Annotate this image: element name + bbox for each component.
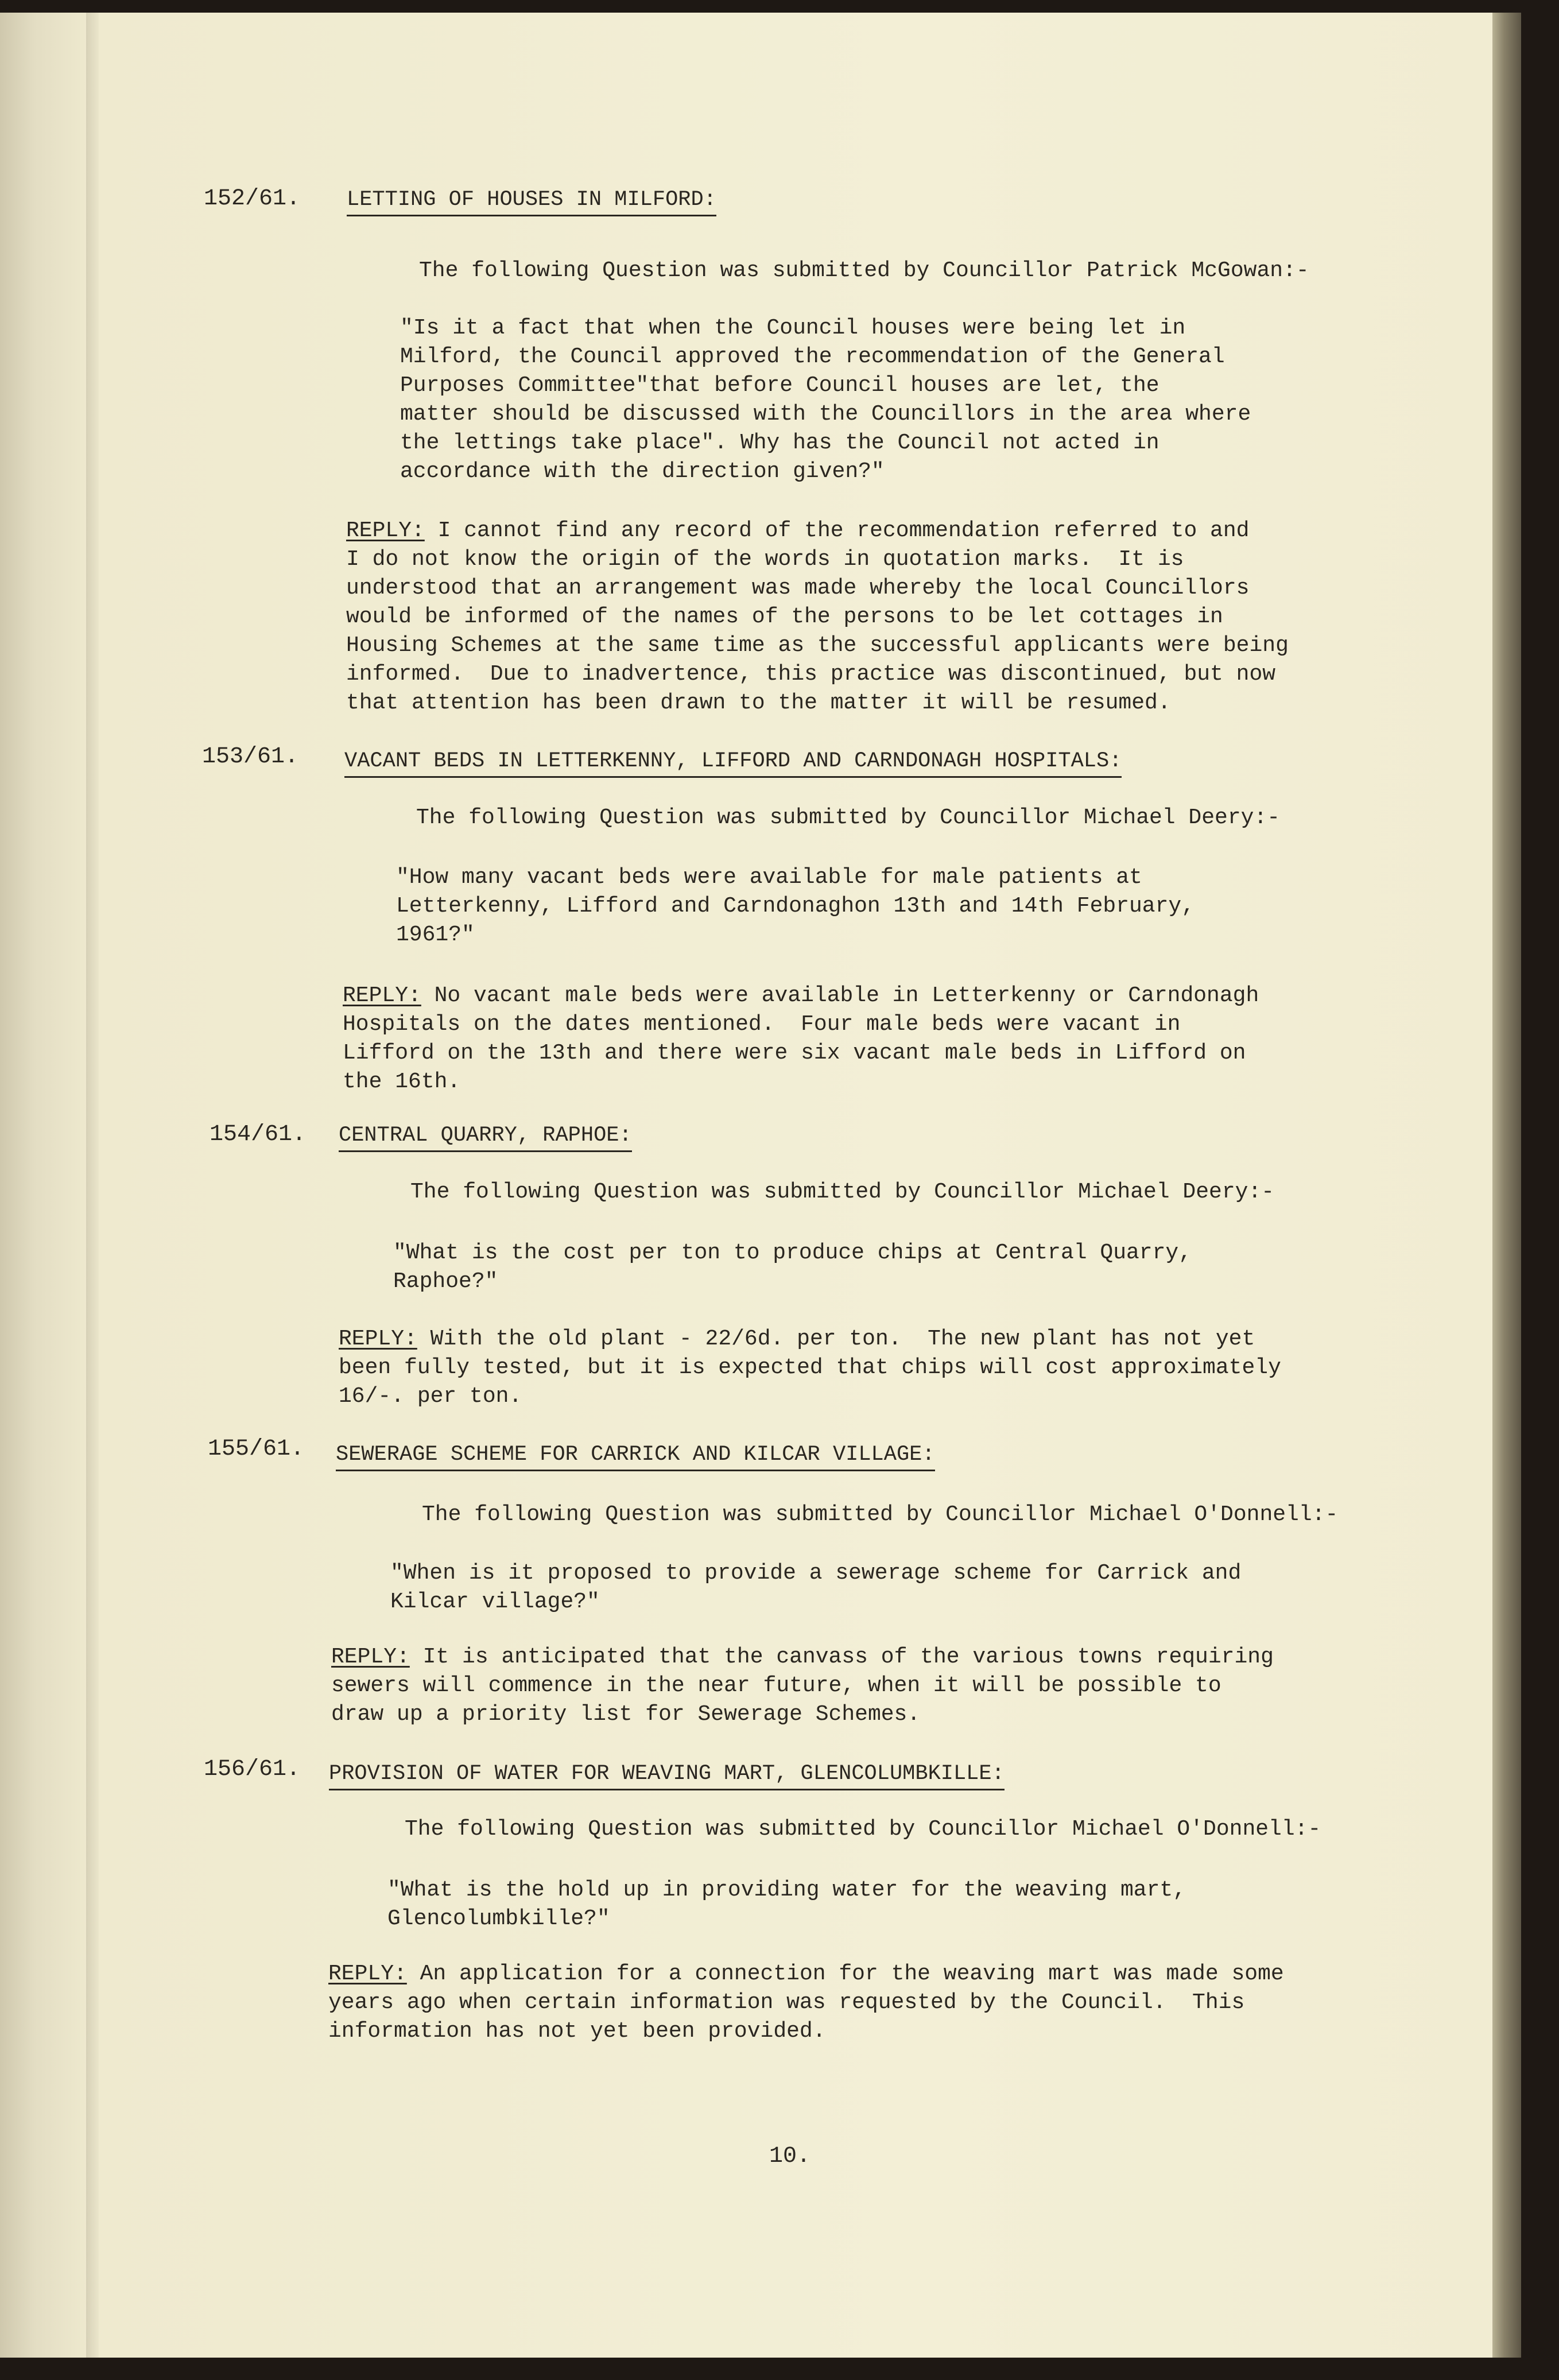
- question-text: "Is it a fact that when the Council houses were being let in Milford, the Council approved the recommendation of the General Purposes Committee"that before Council houses are let, the matter should be discussed with the Councillors in the area where the lettings take place". Why has the Council not acted in accordance with the direction given?": [400, 316, 1251, 484]
- reply-text: No vacant male beds were available in Letterkenny or Carndonagh Hospitals on the dates mentioned. Four male beds were vacant in Lifford on the 13th and there were six vacant male beds in Lifford on the 16th.: [343, 983, 1259, 1094]
- question-intro: The following Question was submitted by Councillor Michael Deery:-: [416, 805, 1281, 830]
- item-heading: LETTING OF HOUSES IN MILFORD:: [347, 186, 716, 216]
- reply-block: [346, 517, 1289, 718]
- page-number: 10.: [769, 2143, 811, 2169]
- reply-text: It is anticipated that the canvass of the various towns requiring sewers will commence in the near future, when it will be possible to draw up a priority list for Sewerage Schemes.: [331, 1645, 1274, 1727]
- page-edge: [1492, 13, 1521, 2358]
- binding-gutter: [86, 13, 99, 2358]
- reply-label: REPLY:: [328, 1962, 407, 1986]
- reply-text: I cannot find any record of the recommendation referred to and I do not know the origin of the words in quotation marks. It is understood that an arrangement was made whereby the local Councillors would be informed of the names of the persons to be let cottages in Housing Schemes at the same time as the successful applicants were being informed. Due to inadvertence, this practice was discontinued, but now that attention has been drawn to the matter it will be resumed.: [346, 518, 1289, 715]
- reply-text: An application for a connection for the weaving mart was made some years ago when certain information was requested by the Council. This information has not yet been provided.: [328, 1962, 1284, 2044]
- reply-label: REPLY:: [346, 518, 425, 543]
- item-number: 155/61.: [208, 1436, 305, 1462]
- reply-text: With the old plant - 22/6d. per ton. The new plant has not yet been fully tested, but it is expected that chips will cost approximately 16/-. per ton.: [339, 1327, 1281, 1409]
- reply-label: REPLY:: [331, 1645, 410, 1669]
- reply-label: REPLY:: [339, 1327, 417, 1351]
- item-number: 153/61.: [202, 744, 299, 770]
- question-text: "What is the hold up in providing water for the weaving mart, Glencolumbkille?": [387, 1878, 1186, 1931]
- item-heading: VACANT BEDS IN LETTERKENNY, LIFFORD AND CARNDONAGH HOSPITALS:: [344, 747, 1122, 778]
- question-text: "What is the cost per ton to produce chips at Central Quarry, Raphoe?": [393, 1241, 1192, 1294]
- item-number: 152/61.: [204, 186, 301, 212]
- question-intro: The following Question was submitted by Councillor Michael O'Donnell:-: [422, 1502, 1339, 1527]
- question-intro: The following Question was submitted by Councillor Michael Deery:-: [410, 1180, 1275, 1204]
- reply-label: REPLY:: [343, 983, 421, 1008]
- item-heading: PROVISION OF WATER FOR WEAVING MART, GLENCOLUMBKILLE:: [329, 1760, 1005, 1790]
- question-text: "When is it proposed to provide a sewerage scheme for Carrick and Kilcar village?": [390, 1561, 1242, 1614]
- question-text: "How many vacant beds were available for male patients at Letterkenny, Lifford and Carndonaghon 13th and 14th February, 1961?": [396, 865, 1195, 947]
- reply-block: [339, 1325, 1281, 1411]
- document-page: [0, 13, 1521, 2358]
- question-intro: The following Question was submitted by Councillor Michael O'Donnell:-: [405, 1817, 1321, 1842]
- item-heading: SEWERAGE SCHEME FOR CARRICK AND KILCAR VILLAGE:: [336, 1441, 935, 1471]
- reply-block: [328, 1960, 1284, 2046]
- question-intro: The following Question was submitted by Councillor Patrick McGowan:-: [419, 258, 1309, 283]
- reply-block: [343, 982, 1259, 1096]
- reply-block: [331, 1643, 1274, 1729]
- item-number: 156/61.: [204, 1757, 301, 1782]
- item-heading: CENTRAL QUARRY, RAPHOE:: [339, 1122, 632, 1152]
- item-number: 154/61.: [210, 1122, 307, 1148]
